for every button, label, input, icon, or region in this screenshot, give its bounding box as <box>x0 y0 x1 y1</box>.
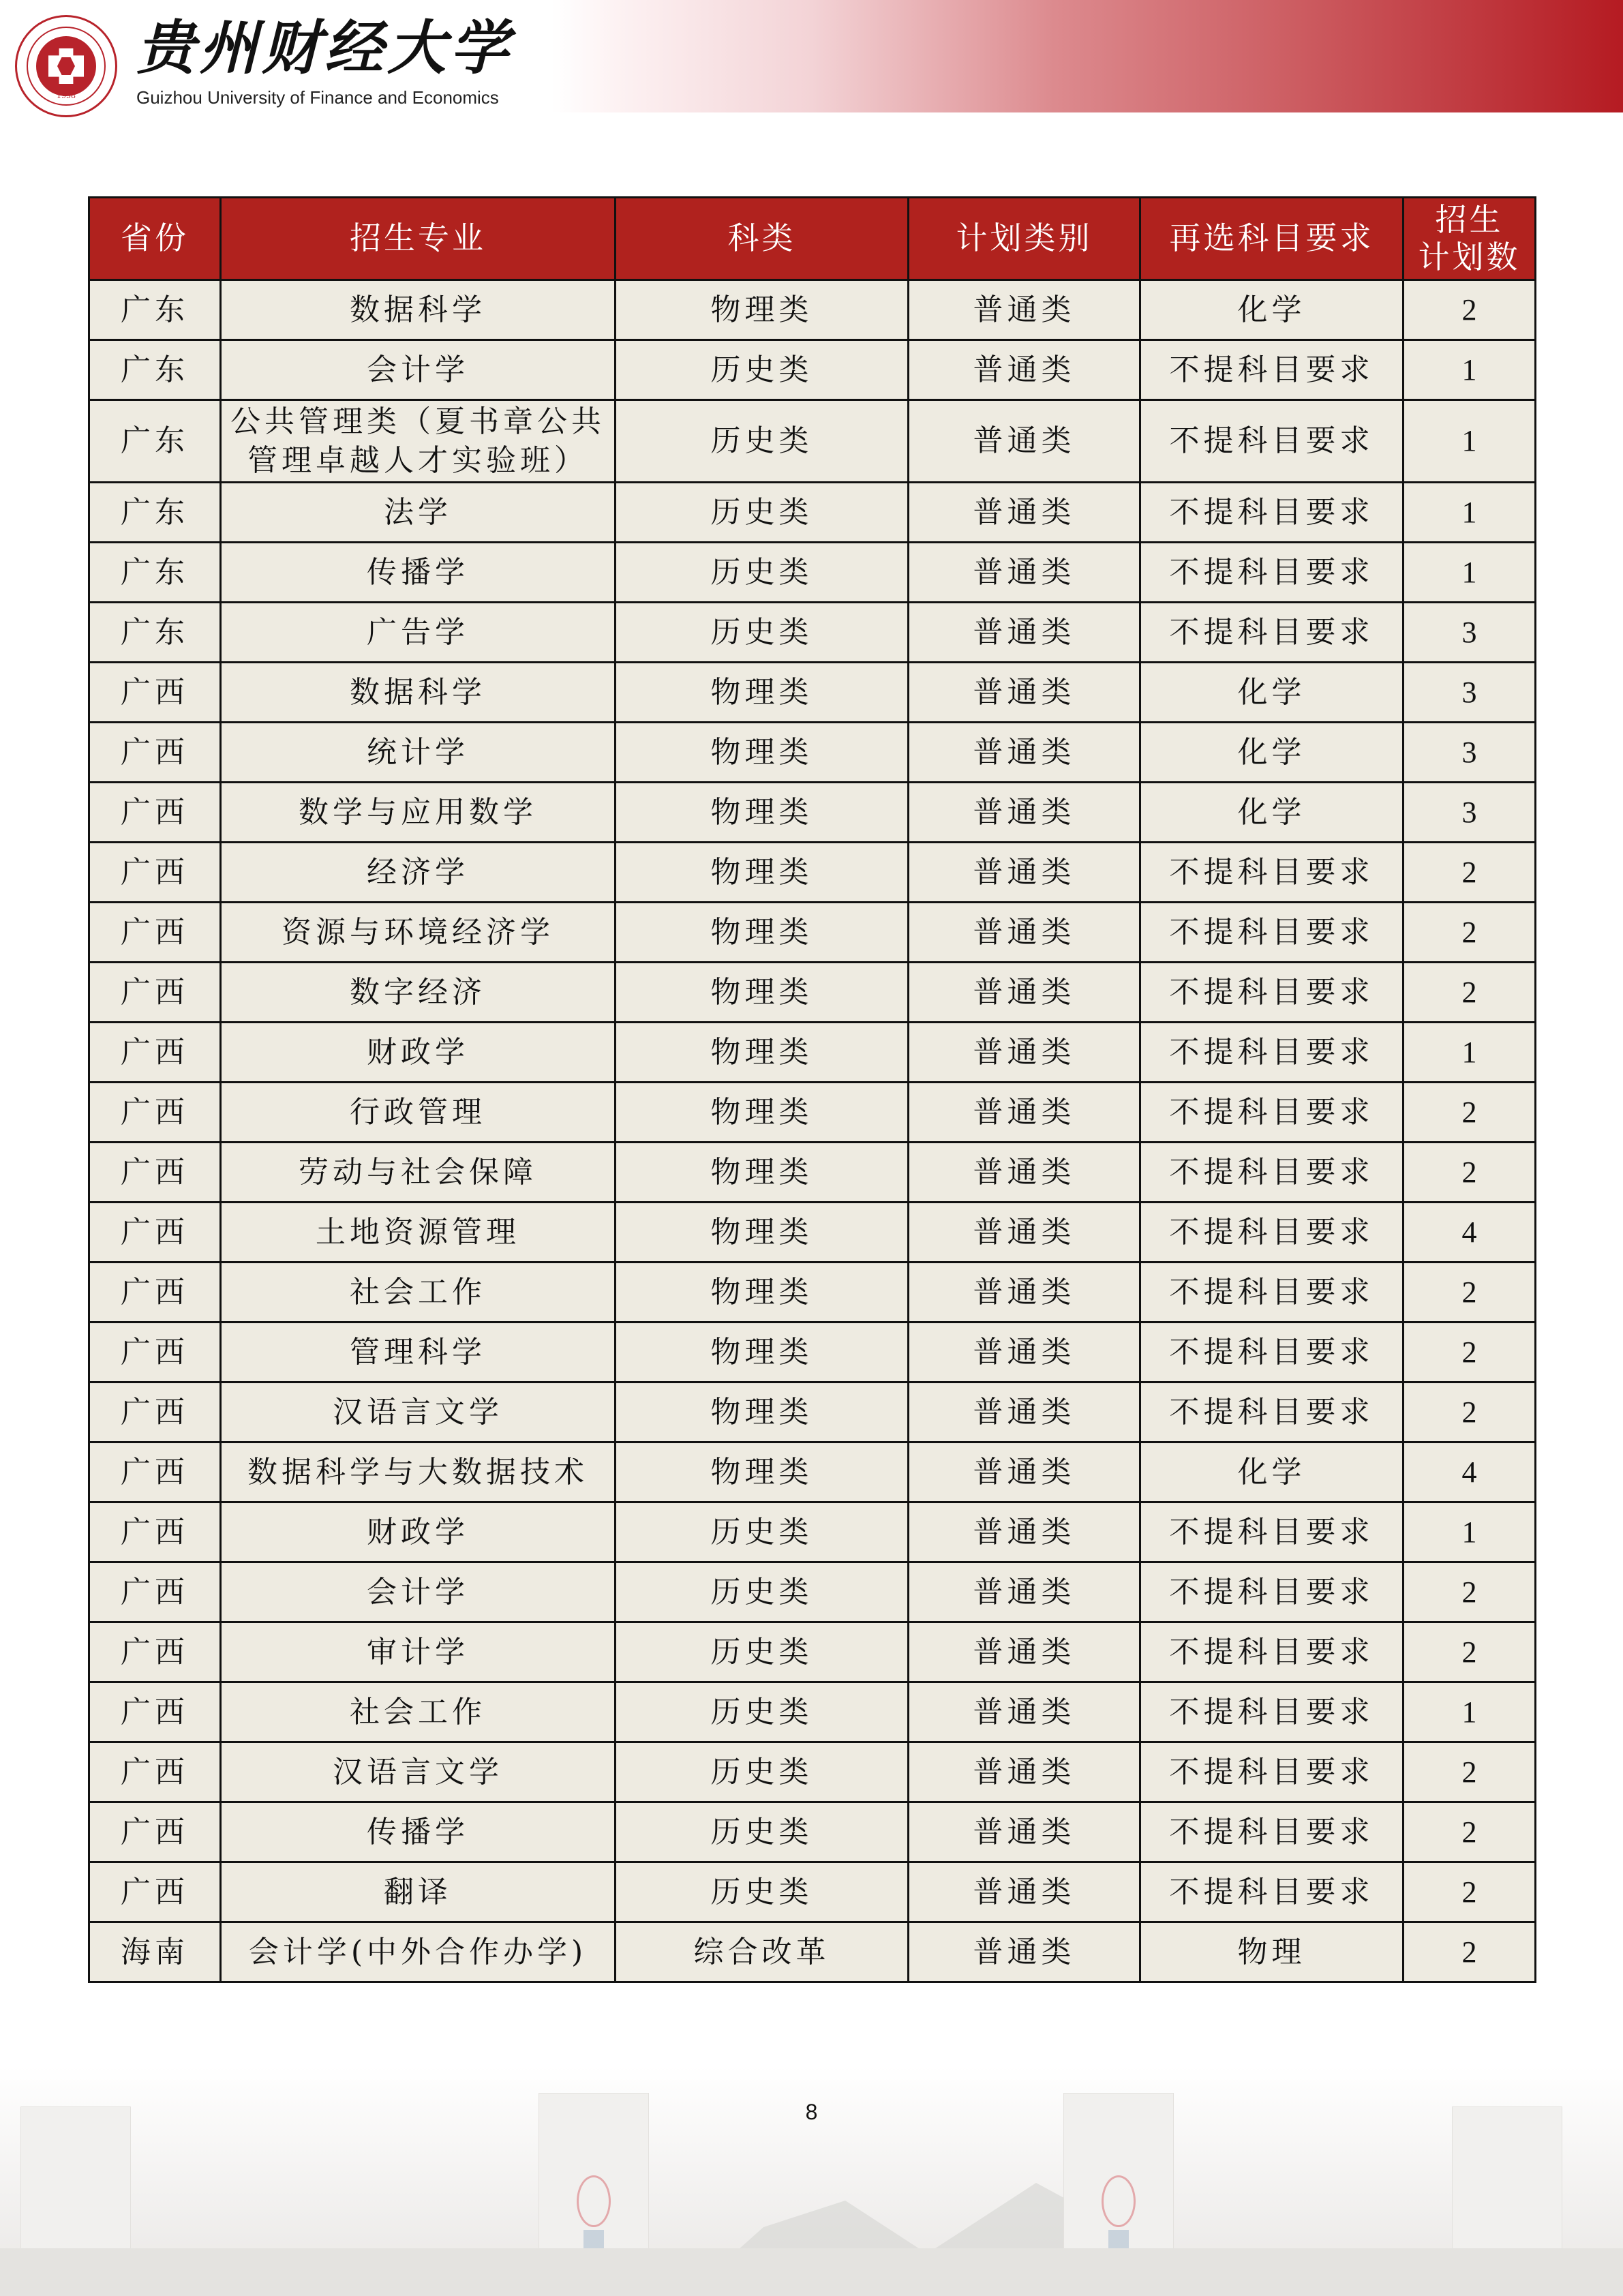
cell-subject: 历史类 <box>616 400 909 483</box>
cell-province: 广东 <box>89 603 221 663</box>
cell-subject: 历史类 <box>616 340 909 400</box>
cell-plan-type: 普通类 <box>909 1083 1140 1143</box>
cell-major: 土地资源管理 <box>221 1203 616 1263</box>
cell-count: 2 <box>1404 1562 1536 1622</box>
table-row <box>89 723 1536 783</box>
cell-requirement: 不提科目要求 <box>1140 1143 1404 1203</box>
cell-subject: 物理类 <box>616 1203 909 1263</box>
cell-count: 2 <box>1404 903 1536 963</box>
column-header-major: 招生专业 <box>221 198 616 280</box>
cell-major: 会计学(中外合作办学) <box>221 1922 616 1982</box>
cell-subject: 综合改革 <box>616 1922 909 1982</box>
cell-subject: 物理类 <box>616 723 909 783</box>
column-header-requirement: 再选科目要求 <box>1140 198 1404 280</box>
column-header-plan-type: 计划类别 <box>909 198 1140 280</box>
column-header-count-line1: 招生 <box>1435 200 1504 238</box>
cell-count: 1 <box>1404 1023 1536 1083</box>
cell-count: 1 <box>1404 483 1536 543</box>
cell-plan-type: 普通类 <box>909 340 1140 400</box>
cell-count: 3 <box>1404 783 1536 843</box>
cell-province: 广西 <box>89 1502 221 1562</box>
table-row <box>89 1502 1536 1562</box>
cell-requirement: 不提科目要求 <box>1140 1862 1404 1922</box>
cell-plan-type: 普通类 <box>909 1802 1140 1862</box>
cell-count: 1 <box>1404 1502 1536 1562</box>
cell-plan-type: 普通类 <box>909 1562 1140 1622</box>
cell-subject: 物理类 <box>616 280 909 340</box>
gate-emblem-icon <box>1102 2175 1136 2227</box>
cell-province: 广西 <box>89 1323 221 1383</box>
cell-count: 1 <box>1404 543 1536 603</box>
column-header-count <box>1404 198 1536 280</box>
cell-requirement: 不提科目要求 <box>1140 543 1404 603</box>
table-row <box>89 1742 1536 1802</box>
cell-major: 财政学 <box>221 1502 616 1562</box>
cell-requirement: 不提科目要求 <box>1140 1083 1404 1143</box>
cell-plan-type: 普通类 <box>909 483 1140 543</box>
cell-province: 广西 <box>89 1802 221 1862</box>
cell-plan-type: 普通类 <box>909 1203 1140 1263</box>
table-row <box>89 1203 1536 1263</box>
cell-count: 2 <box>1404 1323 1536 1383</box>
cell-province: 广西 <box>89 843 221 903</box>
cell-province: 广西 <box>89 963 221 1023</box>
cell-requirement: 不提科目要求 <box>1140 1742 1404 1802</box>
cell-count: 2 <box>1404 963 1536 1023</box>
cell-major: 会计学 <box>221 1562 616 1622</box>
cell-plan-type: 普通类 <box>909 1502 1140 1562</box>
cell-subject: 物理类 <box>616 903 909 963</box>
cell-major: 行政管理 <box>221 1083 616 1143</box>
gate-emblem-icon <box>577 2175 611 2227</box>
cell-subject: 物理类 <box>616 1263 909 1323</box>
cell-requirement: 不提科目要求 <box>1140 1383 1404 1442</box>
table-row <box>89 1922 1536 1982</box>
cell-requirement: 不提科目要求 <box>1140 1562 1404 1622</box>
table-row <box>89 903 1536 963</box>
cell-count: 1 <box>1404 400 1536 483</box>
cell-major: 统计学 <box>221 723 616 783</box>
table-row <box>89 400 1536 483</box>
seal-year: 1958 <box>57 91 76 100</box>
cell-major: 传播学 <box>221 1802 616 1862</box>
cell-plan-type: 普通类 <box>909 1622 1140 1682</box>
cell-requirement: 物理 <box>1140 1922 1404 1982</box>
table-header-row <box>89 198 1536 280</box>
cell-count: 3 <box>1404 723 1536 783</box>
cell-requirement: 不提科目要求 <box>1140 1622 1404 1682</box>
cell-plan-type: 普通类 <box>909 1922 1140 1982</box>
table-row <box>89 1622 1536 1682</box>
cell-plan-type: 普通类 <box>909 1263 1140 1323</box>
cell-major: 翻译 <box>221 1862 616 1922</box>
cell-province: 广西 <box>89 1203 221 1263</box>
cell-major: 会计学 <box>221 340 616 400</box>
cell-subject: 历史类 <box>616 1562 909 1622</box>
cell-province: 广西 <box>89 1442 221 1502</box>
cell-count: 2 <box>1404 1383 1536 1442</box>
table-row <box>89 663 1536 723</box>
cell-count: 2 <box>1404 1622 1536 1682</box>
cell-major: 资源与环境经济学 <box>221 903 616 963</box>
table-row <box>89 1562 1536 1622</box>
cell-major: 管理科学 <box>221 1323 616 1383</box>
cell-requirement: 不提科目要求 <box>1140 1203 1404 1263</box>
cell-requirement: 不提科目要求 <box>1140 400 1404 483</box>
cell-province: 广东 <box>89 280 221 340</box>
table-row <box>89 1682 1536 1742</box>
cell-plan-type: 普通类 <box>909 543 1140 603</box>
cell-subject: 物理类 <box>616 783 909 843</box>
cell-province: 广西 <box>89 783 221 843</box>
cell-province: 广西 <box>89 1682 221 1742</box>
university-seal-logo <box>15 15 117 117</box>
table-row <box>89 1383 1536 1442</box>
table-row <box>89 1323 1536 1383</box>
cell-subject: 历史类 <box>616 603 909 663</box>
cell-major: 社会工作 <box>221 1263 616 1323</box>
cell-count: 4 <box>1404 1203 1536 1263</box>
cell-requirement: 不提科目要求 <box>1140 603 1404 663</box>
cell-province: 广西 <box>89 1562 221 1622</box>
cell-major: 法学 <box>221 483 616 543</box>
table-row <box>89 483 1536 543</box>
cell-requirement: 不提科目要求 <box>1140 903 1404 963</box>
cell-count: 1 <box>1404 340 1536 400</box>
cell-plan-type: 普通类 <box>909 1143 1140 1203</box>
cell-requirement: 不提科目要求 <box>1140 1023 1404 1083</box>
table-row <box>89 1023 1536 1083</box>
cell-subject: 物理类 <box>616 1442 909 1502</box>
table-row <box>89 1263 1536 1323</box>
table-row <box>89 843 1536 903</box>
cell-requirement: 不提科目要求 <box>1140 1263 1404 1323</box>
cell-province: 广西 <box>89 1263 221 1323</box>
cell-major: 经济学 <box>221 843 616 903</box>
cell-major: 汉语言文学 <box>221 1742 616 1802</box>
cell-province: 广西 <box>89 1622 221 1682</box>
cell-subject: 历史类 <box>616 1682 909 1742</box>
cell-subject: 物理类 <box>616 1023 909 1083</box>
cell-province: 广西 <box>89 903 221 963</box>
cell-count: 2 <box>1404 1862 1536 1922</box>
table-row <box>89 1083 1536 1143</box>
cell-plan-type: 普通类 <box>909 280 1140 340</box>
cell-province: 广东 <box>89 340 221 400</box>
table-row <box>89 280 1536 340</box>
cell-count: 3 <box>1404 603 1536 663</box>
cell-subject: 历史类 <box>616 1502 909 1562</box>
table-row <box>89 1802 1536 1862</box>
cell-major: 数据科学 <box>221 280 616 340</box>
cell-major: 数字经济 <box>221 963 616 1023</box>
seal-emblem-icon <box>36 36 96 96</box>
cell-subject: 物理类 <box>616 963 909 1023</box>
cell-subject: 物理类 <box>616 1383 909 1442</box>
cell-requirement: 不提科目要求 <box>1140 340 1404 400</box>
cell-plan-type: 普通类 <box>909 400 1140 483</box>
table-row <box>89 963 1536 1023</box>
cell-plan-type: 普通类 <box>909 903 1140 963</box>
cell-subject: 物理类 <box>616 1323 909 1383</box>
cell-major: 数学与应用数学 <box>221 783 616 843</box>
cell-major: 公共管理类（夏书章公共管理卓越人才实验班） <box>221 400 616 483</box>
cell-major: 财政学 <box>221 1023 616 1083</box>
cell-plan-type: 普通类 <box>909 963 1140 1023</box>
table-row <box>89 603 1536 663</box>
cell-plan-type: 普通类 <box>909 1742 1140 1802</box>
cell-province: 广西 <box>89 1742 221 1802</box>
cell-subject: 历史类 <box>616 1622 909 1682</box>
cell-province: 广东 <box>89 543 221 603</box>
cell-count: 3 <box>1404 663 1536 723</box>
cell-subject: 历史类 <box>616 543 909 603</box>
cell-province: 广西 <box>89 1023 221 1083</box>
cell-subject: 历史类 <box>616 1802 909 1862</box>
cell-count: 2 <box>1404 1742 1536 1802</box>
cell-requirement: 不提科目要求 <box>1140 1502 1404 1562</box>
cell-requirement: 化学 <box>1140 1442 1404 1502</box>
cell-plan-type: 普通类 <box>909 1682 1140 1742</box>
cell-count: 2 <box>1404 1263 1536 1323</box>
cell-requirement: 不提科目要求 <box>1140 1682 1404 1742</box>
cell-plan-type: 普通类 <box>909 723 1140 783</box>
cell-requirement: 不提科目要求 <box>1140 963 1404 1023</box>
column-header-province: 省份 <box>89 198 221 280</box>
cell-subject: 物理类 <box>616 663 909 723</box>
cell-province: 广西 <box>89 723 221 783</box>
cell-plan-type: 普通类 <box>909 1862 1140 1922</box>
cell-major: 劳动与社会保障 <box>221 1143 616 1203</box>
cell-plan-type: 普通类 <box>909 783 1140 843</box>
cell-count: 1 <box>1404 1682 1536 1742</box>
column-header-count-line2: 计划数 <box>1418 239 1521 275</box>
cell-requirement: 化学 <box>1140 723 1404 783</box>
table-row <box>89 543 1536 603</box>
cell-major: 数据科学与大数据技术 <box>221 1442 616 1502</box>
cell-subject: 物理类 <box>616 1143 909 1203</box>
cell-subject: 历史类 <box>616 1862 909 1922</box>
cell-plan-type: 普通类 <box>909 1442 1140 1502</box>
cell-subject: 物理类 <box>616 1083 909 1143</box>
cell-major: 汉语言文学 <box>221 1383 616 1442</box>
table-row <box>89 340 1536 400</box>
table-row <box>89 1442 1536 1502</box>
cell-province: 广西 <box>89 1862 221 1922</box>
cell-province: 广西 <box>89 663 221 723</box>
cell-plan-type: 普通类 <box>909 843 1140 903</box>
cell-requirement: 不提科目要求 <box>1140 1802 1404 1862</box>
cell-major: 审计学 <box>221 1622 616 1682</box>
cell-requirement: 化学 <box>1140 663 1404 723</box>
cell-major: 传播学 <box>221 543 616 603</box>
cell-count: 2 <box>1404 280 1536 340</box>
cell-requirement: 不提科目要求 <box>1140 843 1404 903</box>
enrollment-plan-table <box>88 196 1536 1983</box>
cell-province: 广西 <box>89 1383 221 1442</box>
table-row <box>89 783 1536 843</box>
cell-subject: 历史类 <box>616 1742 909 1802</box>
cell-plan-type: 普通类 <box>909 603 1140 663</box>
cell-plan-type: 普通类 <box>909 1383 1140 1442</box>
plaza-ground <box>0 2248 1623 2296</box>
cell-count: 2 <box>1404 1922 1536 1982</box>
cell-plan-type: 普通类 <box>909 1323 1140 1383</box>
cell-count: 2 <box>1404 1083 1536 1143</box>
cell-count: 4 <box>1404 1442 1536 1502</box>
column-header-subject: 科类 <box>616 198 909 280</box>
cell-plan-type: 普通类 <box>909 1023 1140 1083</box>
cell-major: 数据科学 <box>221 663 616 723</box>
cell-province: 广西 <box>89 1083 221 1143</box>
university-name-chinese: 贵州财经大学 <box>136 14 513 82</box>
table-row <box>89 1143 1536 1203</box>
cell-plan-type: 普通类 <box>909 663 1140 723</box>
cell-province: 海南 <box>89 1922 221 1982</box>
cell-requirement: 不提科目要求 <box>1140 1323 1404 1383</box>
cell-requirement: 化学 <box>1140 280 1404 340</box>
cell-requirement: 不提科目要求 <box>1140 483 1404 543</box>
cell-requirement: 化学 <box>1140 783 1404 843</box>
cell-province: 广东 <box>89 483 221 543</box>
cell-subject: 物理类 <box>616 843 909 903</box>
university-name-english: Guizhou University of Finance and Economics <box>136 87 499 108</box>
cell-count: 2 <box>1404 843 1536 903</box>
cell-province: 广西 <box>89 1143 221 1203</box>
table-row <box>89 1862 1536 1922</box>
cell-major: 广告学 <box>221 603 616 663</box>
cell-count: 2 <box>1404 1802 1536 1862</box>
cell-major: 社会工作 <box>221 1682 616 1742</box>
cell-count: 2 <box>1404 1143 1536 1203</box>
page-number: 8 <box>805 2100 818 2124</box>
cell-province: 广东 <box>89 400 221 483</box>
cell-subject: 历史类 <box>616 483 909 543</box>
